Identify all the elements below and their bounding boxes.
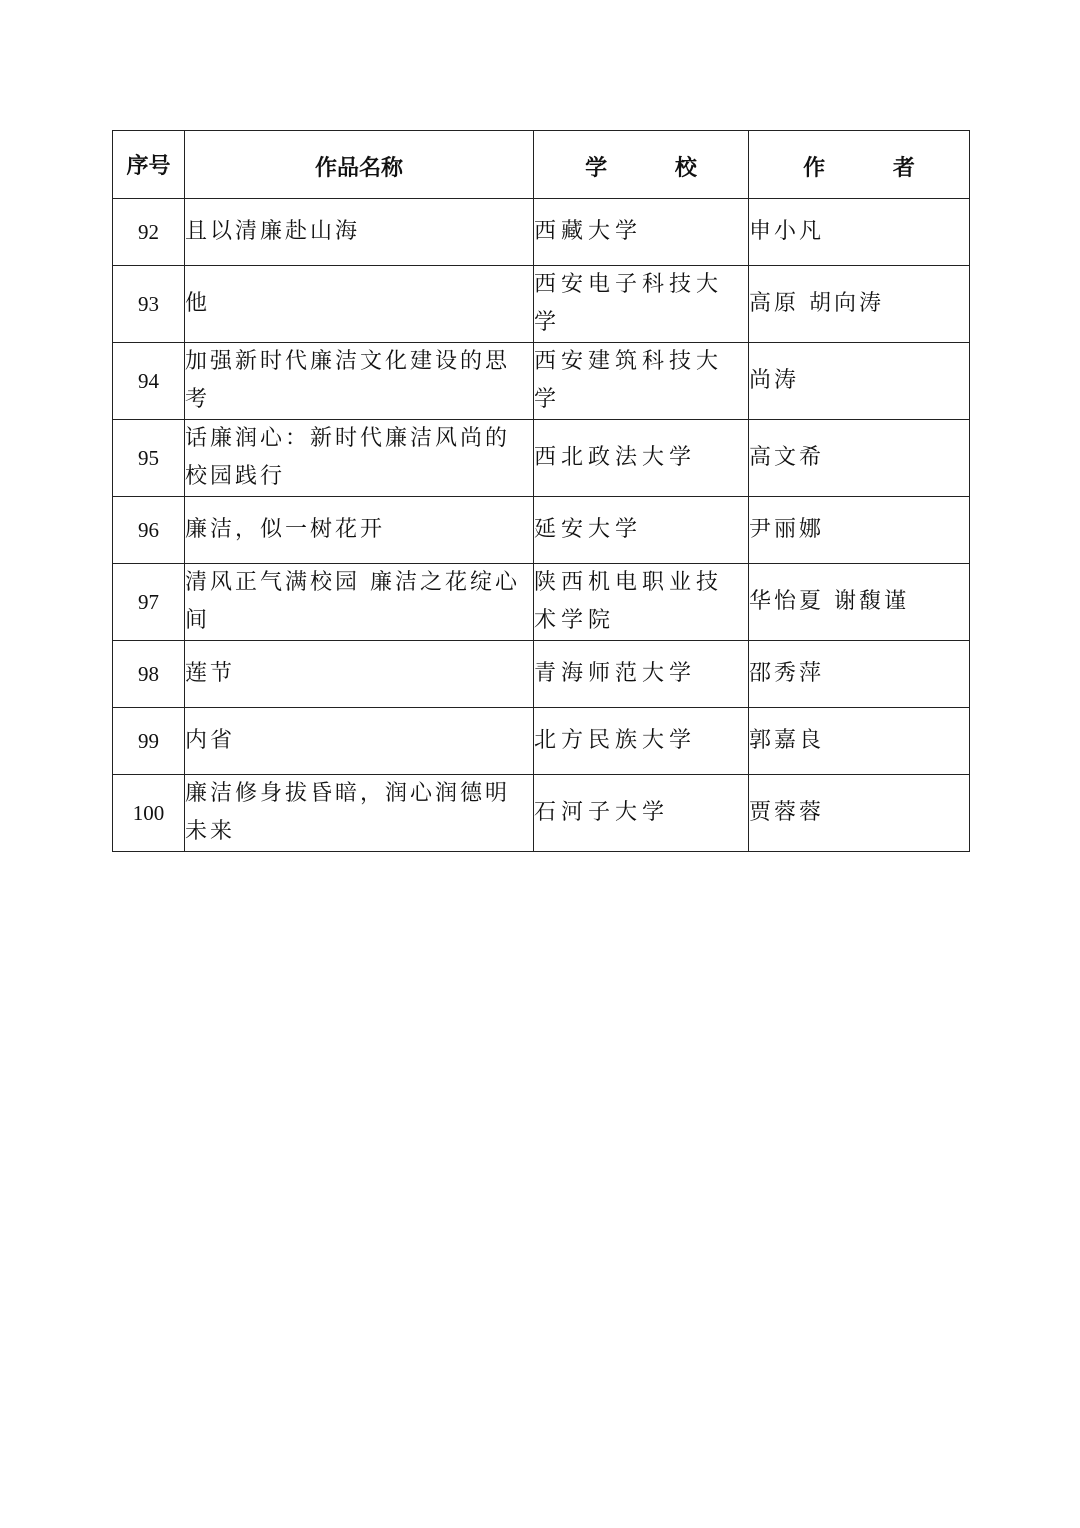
- header-author: 作 者: [749, 131, 970, 199]
- row-school: 西安建筑科技大学: [534, 343, 749, 420]
- row-work-title: 廉洁修身拔昏暗，润心润德明未来: [185, 775, 534, 852]
- row-school: 陕西机电职业技术学院: [534, 564, 749, 641]
- table-row: [113, 266, 970, 343]
- row-work-title: 内省: [185, 708, 534, 775]
- row-serial-number: 97: [113, 564, 185, 641]
- row-author: 高文希: [749, 420, 970, 497]
- row-author: 郭嘉良: [749, 708, 970, 775]
- row-school: 西北政法大学: [534, 420, 749, 497]
- row-work-title: 且以清廉赴山海: [185, 199, 534, 266]
- row-work-title: 他: [185, 266, 534, 343]
- table-header-row: [113, 131, 970, 199]
- row-serial-number: 99: [113, 708, 185, 775]
- row-school: 西安电子科技大学: [534, 266, 749, 343]
- row-serial-number: 94: [113, 343, 185, 420]
- row-serial-number: 96: [113, 497, 185, 564]
- row-serial-number: 100: [113, 775, 185, 852]
- row-school: 北方民族大学: [534, 708, 749, 775]
- table-row: [113, 420, 970, 497]
- row-author: 高原 胡向涛: [749, 266, 970, 343]
- row-work-title: 加强新时代廉洁文化建设的思考: [185, 343, 534, 420]
- row-work-title: 廉洁，似一树花开: [185, 497, 534, 564]
- row-work-title: 话廉润心：新时代廉洁风尚的校园践行: [185, 420, 534, 497]
- header-school: 学 校: [534, 131, 749, 199]
- table-row: [113, 497, 970, 564]
- row-author: 尚涛: [749, 343, 970, 420]
- row-serial-number: 93: [113, 266, 185, 343]
- table-row: [113, 343, 970, 420]
- row-work-title: 莲节: [185, 641, 534, 708]
- table-row: [113, 708, 970, 775]
- row-serial-number: 95: [113, 420, 185, 497]
- row-author: 华怡夏 谢馥谨: [749, 564, 970, 641]
- row-author: 尹丽娜: [749, 497, 970, 564]
- row-serial-number: 92: [113, 199, 185, 266]
- row-work-title: 清风正气满校园 廉洁之花绽心间: [185, 564, 534, 641]
- table-row: [113, 564, 970, 641]
- row-author: 邵秀萍: [749, 641, 970, 708]
- header-serial-number: 序号: [113, 131, 185, 199]
- table-row: [113, 199, 970, 266]
- row-school: 石河子大学: [534, 775, 749, 852]
- row-author: 申小凡: [749, 199, 970, 266]
- row-school: 延安大学: [534, 497, 749, 564]
- header-work-title: 作品名称: [185, 131, 534, 199]
- row-serial-number: 98: [113, 641, 185, 708]
- table-row: [113, 775, 970, 852]
- award-list-table: [112, 130, 970, 852]
- table-row: [113, 641, 970, 708]
- row-author: 贾蓉蓉: [749, 775, 970, 852]
- row-school: 西藏大学: [534, 199, 749, 266]
- row-school: 青海师范大学: [534, 641, 749, 708]
